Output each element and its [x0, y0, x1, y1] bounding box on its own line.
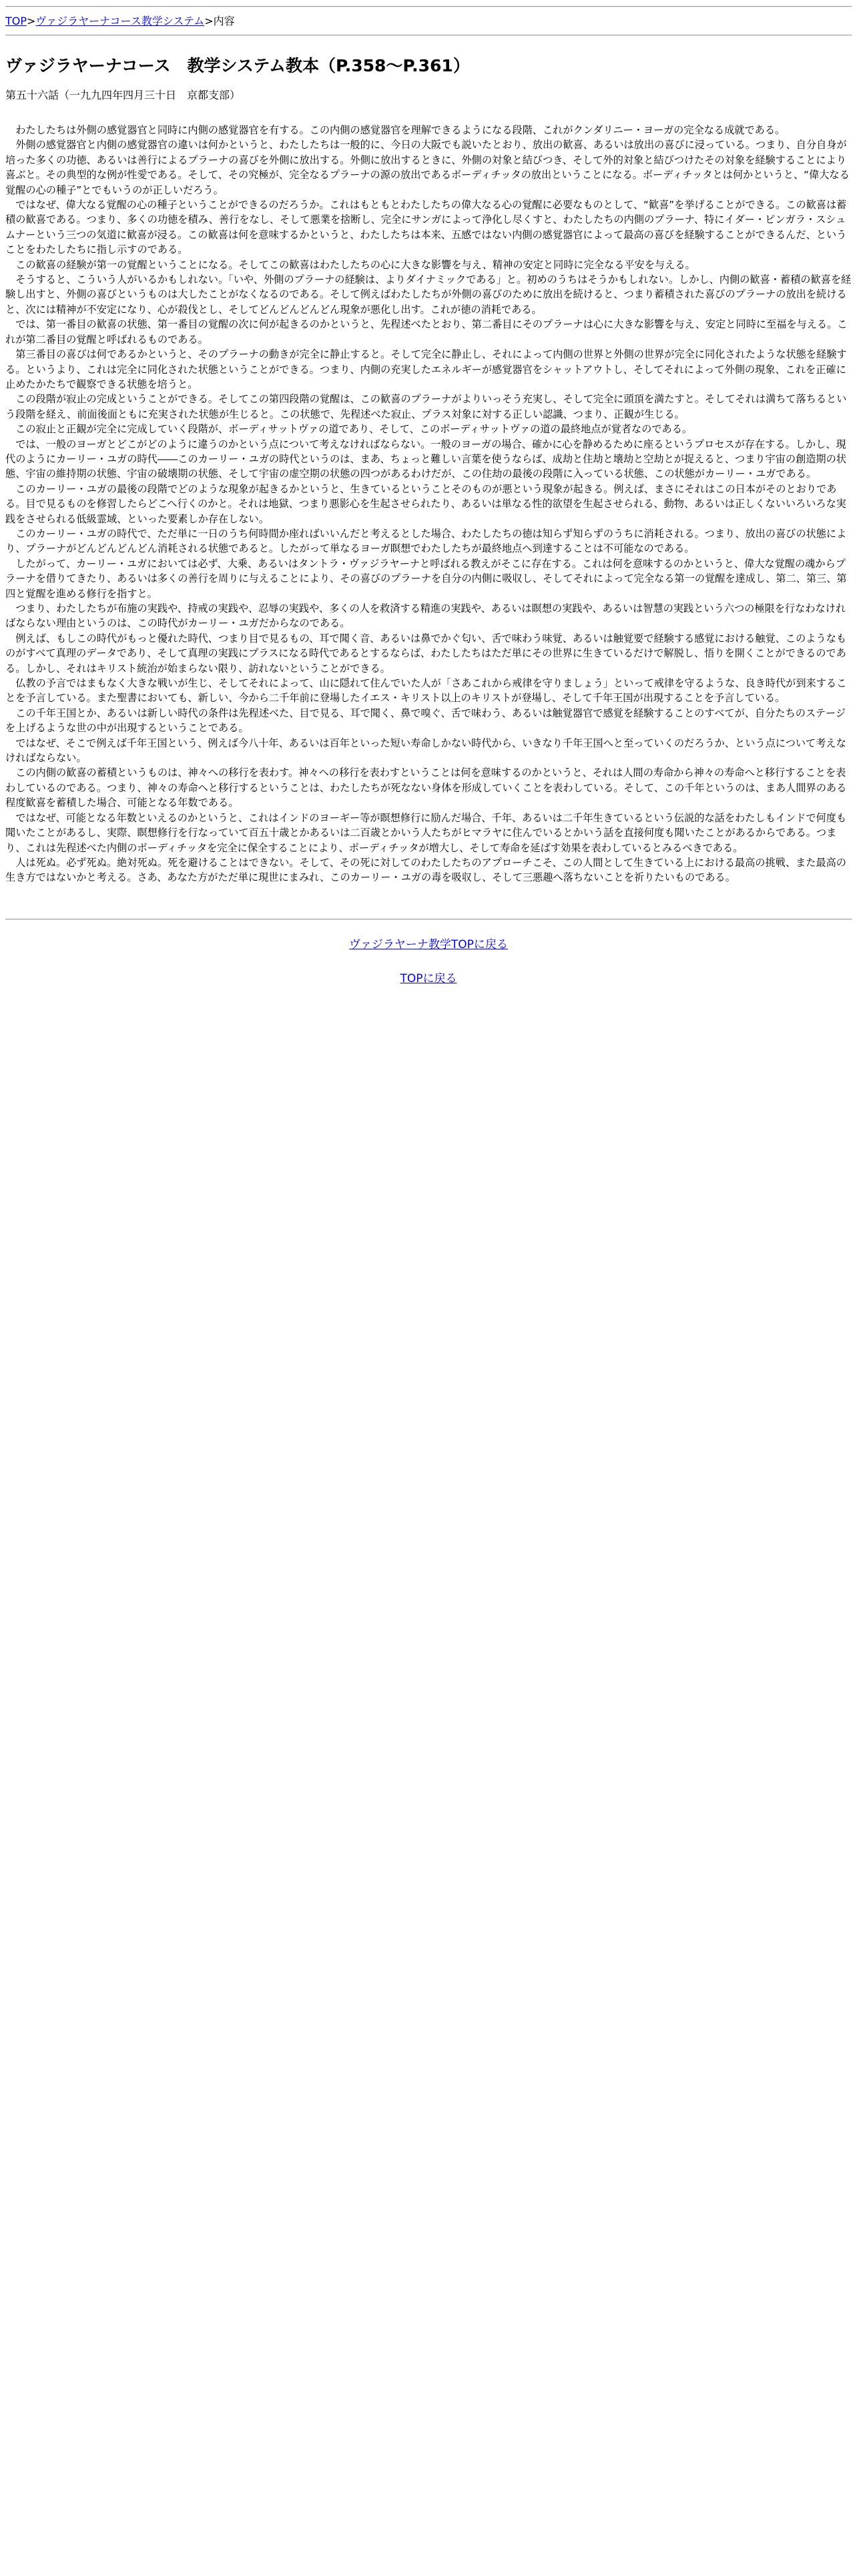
- page-title: ヴァジラヤーナコース 教学システム教本（P.358〜P.361）: [5, 56, 470, 75]
- body-paragraph: 例えば、もしこの時代がもっと優れた時代、つまり目で見るもの、耳で聞く音、あるいは鼻でかぐ匂い、舌で味わう味覚、あるいは触覚要で経験する感覚における触覚、このようなものがすべて真理のデータであり、そして真理の実践にプラスになる時代であるとするならば、わたしたちはただ単にその世界に生きているだけで解脱し、悟りを開くことができるのである。しかし、それはキリスト統治が始まらない限り、訪れないということができる。: [5, 632, 846, 675]
- breadcrumb-separator: >: [27, 15, 36, 27]
- body-paragraph: この歓喜の経験が第一の覚醒ということになる。そしてこの歓喜はわたしたちの心に大きな影響を与え、精神の安定と同時に完全なる平安を与える。: [15, 258, 695, 271]
- body-paragraph: この千年王国とか、あるいは新しい時代の条件は先程述べた、目で見る、耳で聞く、鼻で嗅ぐ、舌で味わう、あるいは触覚器官で感覚を経験することのすべてが、自分たちのステージを上げるような世の中が出現するということである。: [5, 707, 846, 735]
- body-paragraph: 第三番目の喜びは何であるかというと、そのプラーナの動きが完全に静止すると。そして完全に静止し、それによって内側の世界と外側の世界が完全に同化されたような状態を経験する。というより、これは完全に同化された状態ということができる。つまり、内側の充実したエネルギーが感覚器官をシャットアウトし、そしてそれによって外側の現象、これを正確に止めたかたちで観察できる状態を培うと。: [5, 348, 847, 390]
- body-paragraph: この内側の歓喜の蓄積というものは、神々への移行を表わす。神々への移行を表わすということは何を意味するのかというと、それは人間の寿命から神々の寿命へと移行することを表わしているのである。つまり、神々の寿命へと移行するということは、わたしたちが死なない身体を形成していくことを表わしている。そして、この千年というのは、まあ人間界のある程度歓喜を蓄積した場合、可能となる年数である。: [5, 767, 847, 809]
- top-link[interactable]: TOPに戻る: [400, 971, 457, 985]
- body-paragraph: ではなぜ、可能となる年数といえるのかというと、これはインドのヨーギー等が瞑想修行に励んだ場合、千年、あるいは二千年生きているという伝説的な話をわたしもインドで何度も聞いたことがあるし、実際、瞑想修行を行なっていて百五十歳とかあるいは二百歳とかいう人たちがヒマラヤに住んでいるとかいう話を直接何度も聞いたことがあるからである。つまり、これは先程述べた内側のボーディチッタを完全に保全することにより、ボーディチッタが増大し、そして寿命を延ばす効果を表わしているとみるべきである。: [5, 811, 847, 854]
- breadcrumb-top-link[interactable]: TOP: [5, 15, 27, 27]
- body-paragraph: 人は死ぬ。必ず死ぬ。絶対死ぬ。死を避けることはできない。そして、その死に対してのわたしたちのアプローチこそ、この人間として生きている上における最高の挑戦、また最高の生き方ではないかと考える。さあ、あなた方がただ単に現世にまみれ、このカーリー・ユガの毒を吸収し、そして三悪趣へ落ちないことを祈りたいものである。: [5, 856, 846, 884]
- body-paragraph: このカーリー・ユガの最後の段階でどのような現象が起きるかというと、生きているということそのものが悪という現象が起きる。例えば、まさにそれはこの日本がそのとおりである。目で見るものを修習したらどこへ行くのかと。それは地獄、つまり悪影心を生起させられたり、あるいは単なる性的欲望を生起させられる、動物、あるいは正しくないいろいろな実践をさせられる低級霊域、といった要素しか存在しない。: [5, 482, 846, 525]
- body-paragraph: したがって、カーリー・ユガにおいては必ず、大乗、あるいはタントラ・ヴァジラヤーナと呼ばれる教えがそこに存在する。これは何を意味するのかというと、偉大な覚醒の魂からプラーナを借りてきたり、あるいは多くの善行を周りに与えることにより、その喜びのプラーナを自分の内側に吸収し、そしてそれによって完全なる第一の覚醒を達成し、第二、第三、第四と覚醒を進める修行を指すと。: [5, 557, 847, 600]
- page: [0, 6, 857, 985]
- breadcrumb-course-link[interactable]: ヴァジラヤーナコース教学システム: [35, 15, 205, 27]
- body-paragraph: ではなぜ、そこで例えば千年王国という、例えば今八十年、あるいは百年といった短い寿命しかない時代から、いきなり千年王国へと至っていくのだろうか、という点について考えなければならない。: [5, 737, 846, 765]
- course-top-link[interactable]: ヴァジラヤーナ教学TOPに戻る: [349, 937, 508, 951]
- body-paragraph: では、一般のヨーガとどこがどのように違うのかという点について考えなければならない。一般のヨーガの場合、確かに心を静めるために座るというプロセスが存在する。しかし、現代のようにカーリー・ユガの時代――このカーリー・ユガの時代というのは、まあ、ちょっと難しい言葉を使うならば、成劫と住劫と壊劫と空劫とが捉えると、つまり宇宙の創造期の状態、宇宙の維持期の状態、宇宙の破壊期の状態、そして宇宙の虚空期の状態の四つがあるわけだが、この住劫の最後の段階に入っている状態、この状態がカーリー・ユガである。: [5, 438, 846, 480]
- footer-divider: [5, 919, 852, 920]
- footer-links: [5, 935, 852, 985]
- body-paragraph: つまり、わたしたちが布施の実践や、持戒の実践や、忍辱の実践や、多くの人を救済する精進の実践や、あるいは瞑想の実践や、あるいは智慧の実践という六つの極限を行なわなければならない理由というのは、この時代がカーリー・ユガだからなのである。: [5, 602, 846, 630]
- lecture-date: 第五十六話（一九九四年四月三十日 京都支部）: [5, 89, 241, 101]
- breadcrumb-current: 内容: [213, 15, 235, 27]
- body-paragraph: この段階が寂止の完成ということができる。そしてこの第四段階の覚醒は、この歓喜のプラーナがよりいっそう充実し、そして完全に頭頂を満たすと。そしてそれは満ちて落ちるという段階を経え、前面後面ともに充実された状態が生じると。この状態で、先程述べた寂止、プラス対象に対する正しい認識、つまり、正観が生じる。: [5, 393, 847, 420]
- body-paragraph: この寂止と正観が完全に完成していく段階が、ボーディサットヴァの道であり、そして、このボーディサットヴァの道の最終地点が覚者なのである。: [15, 423, 693, 436]
- body-paragraph: わたしたちは外側の感覚器官と同時に内側の感覚器官を有する。この内側の感覚器官を理解できるようになる段階、これがクンダリニー・ヨーガの完全なる成就である。: [15, 124, 786, 136]
- body-paragraph: ではなぜ、偉大なる覚醒の心の種子ということができるのだろうか。これはもともとわたしたちの偉大なる心の覚醒に必要なものとして、“歓喜”を挙げることができる。この歓喜は蓄積の歓喜である。つまり、多くの功徳を積み、善行をなし、そして悪業を捨断し、完全にサンガによって浄化し尽くすと、わたしたちの内側のプラーナ、特にイダー・ピンガラ・スシュムナーという三つの気道に歓喜が浸る。この歓喜は何を意味するかというと、わたしたちは本来、五感ではない内側の感覚器官によって最高の喜びを経験することができるんだ、ということをわたしたちに指し示すのである。: [5, 199, 847, 256]
- body-paragraph: そうすると、こういう人がいるかもしれない。「いや、外側のプラーナの経験は、よりダイナミックである」と。初めのうちはそうかもしれない。しかし、内側の歓喜・蓄積の歓喜を経験し出すと、外側の喜びというものは大したことがなくなるのである。そして例えばわたしたちが外側の喜びのために放出を続けると、つまり蓄積された喜びのプラーナの放出を続けると、次には精神が不安定になり、心が殺伐とし、そしてどんどんどんどん現象が悪化し出す。これが徳の消耗である。: [5, 274, 852, 316]
- body-paragraph: では、第一番目の歓喜の状態、第一番目の覚醒の次に何が起きるのかというと、先程述べたとおり、第二番目にそのプラーナは心に大きな影響を与え、安定と同時に至福を与える。これが第二番目の覚醒と呼ばれるものである。: [5, 318, 848, 346]
- lecture-body: [5, 123, 852, 885]
- body-paragraph: 仏教の予言ではまもなく大きな戦いが生じ、そしてそれによって、山に隠れて住んでいた人が「さあこれから戒律を守りましょう」といって戒律を守るような、良き時代が到来することを予言している。また聖書においても、新しい、今から二千年前に登場したイエス・キリスト以上のキリストが登場し、そして千年王国が出現することを予言している。: [5, 677, 847, 705]
- body-paragraph: 外側の感覚器官と内側の感覚器官の違いは何かというと、わたしたちは一般的に、今日の大阪でも説いたとおり、放出の歓喜、あるいは放出の喜びに浸っている。つまり、自分自身が培った多くの功徳、あるいは善行によるプラーナの喜びを外側に放出する。外側に放出するときに、外側の対象と結びつき、そして外的対象と結びつけたその対象を経験することにより喜ぶと。その典型的な例が性愛である。そして、その究極が、完全なるプラーナの源の放出であるボーディチッタの放出ということになる。ボーディチッタとは何かというと、“偉大なる覚醒の心の種子”とでもいうのが正しいだろう。: [5, 139, 850, 196]
- breadcrumb-divider: [5, 35, 852, 36]
- body-paragraph: このカーリー・ユガの時代で、ただ単に一日のうち何時間か座ればいいんだと考えるとした場合、わたしたちの徳は知らず知らずのうちに消耗される。つまり、放出の喜びの状態により、プラーナがどんどんどんどん消耗される状態であると。したがって単なるヨーガ瞑想でわたしたちが最終地点へ到達することは不可能なのである。: [5, 527, 847, 555]
- breadcrumb: [5, 7, 852, 35]
- breadcrumb-separator: >: [204, 15, 214, 27]
